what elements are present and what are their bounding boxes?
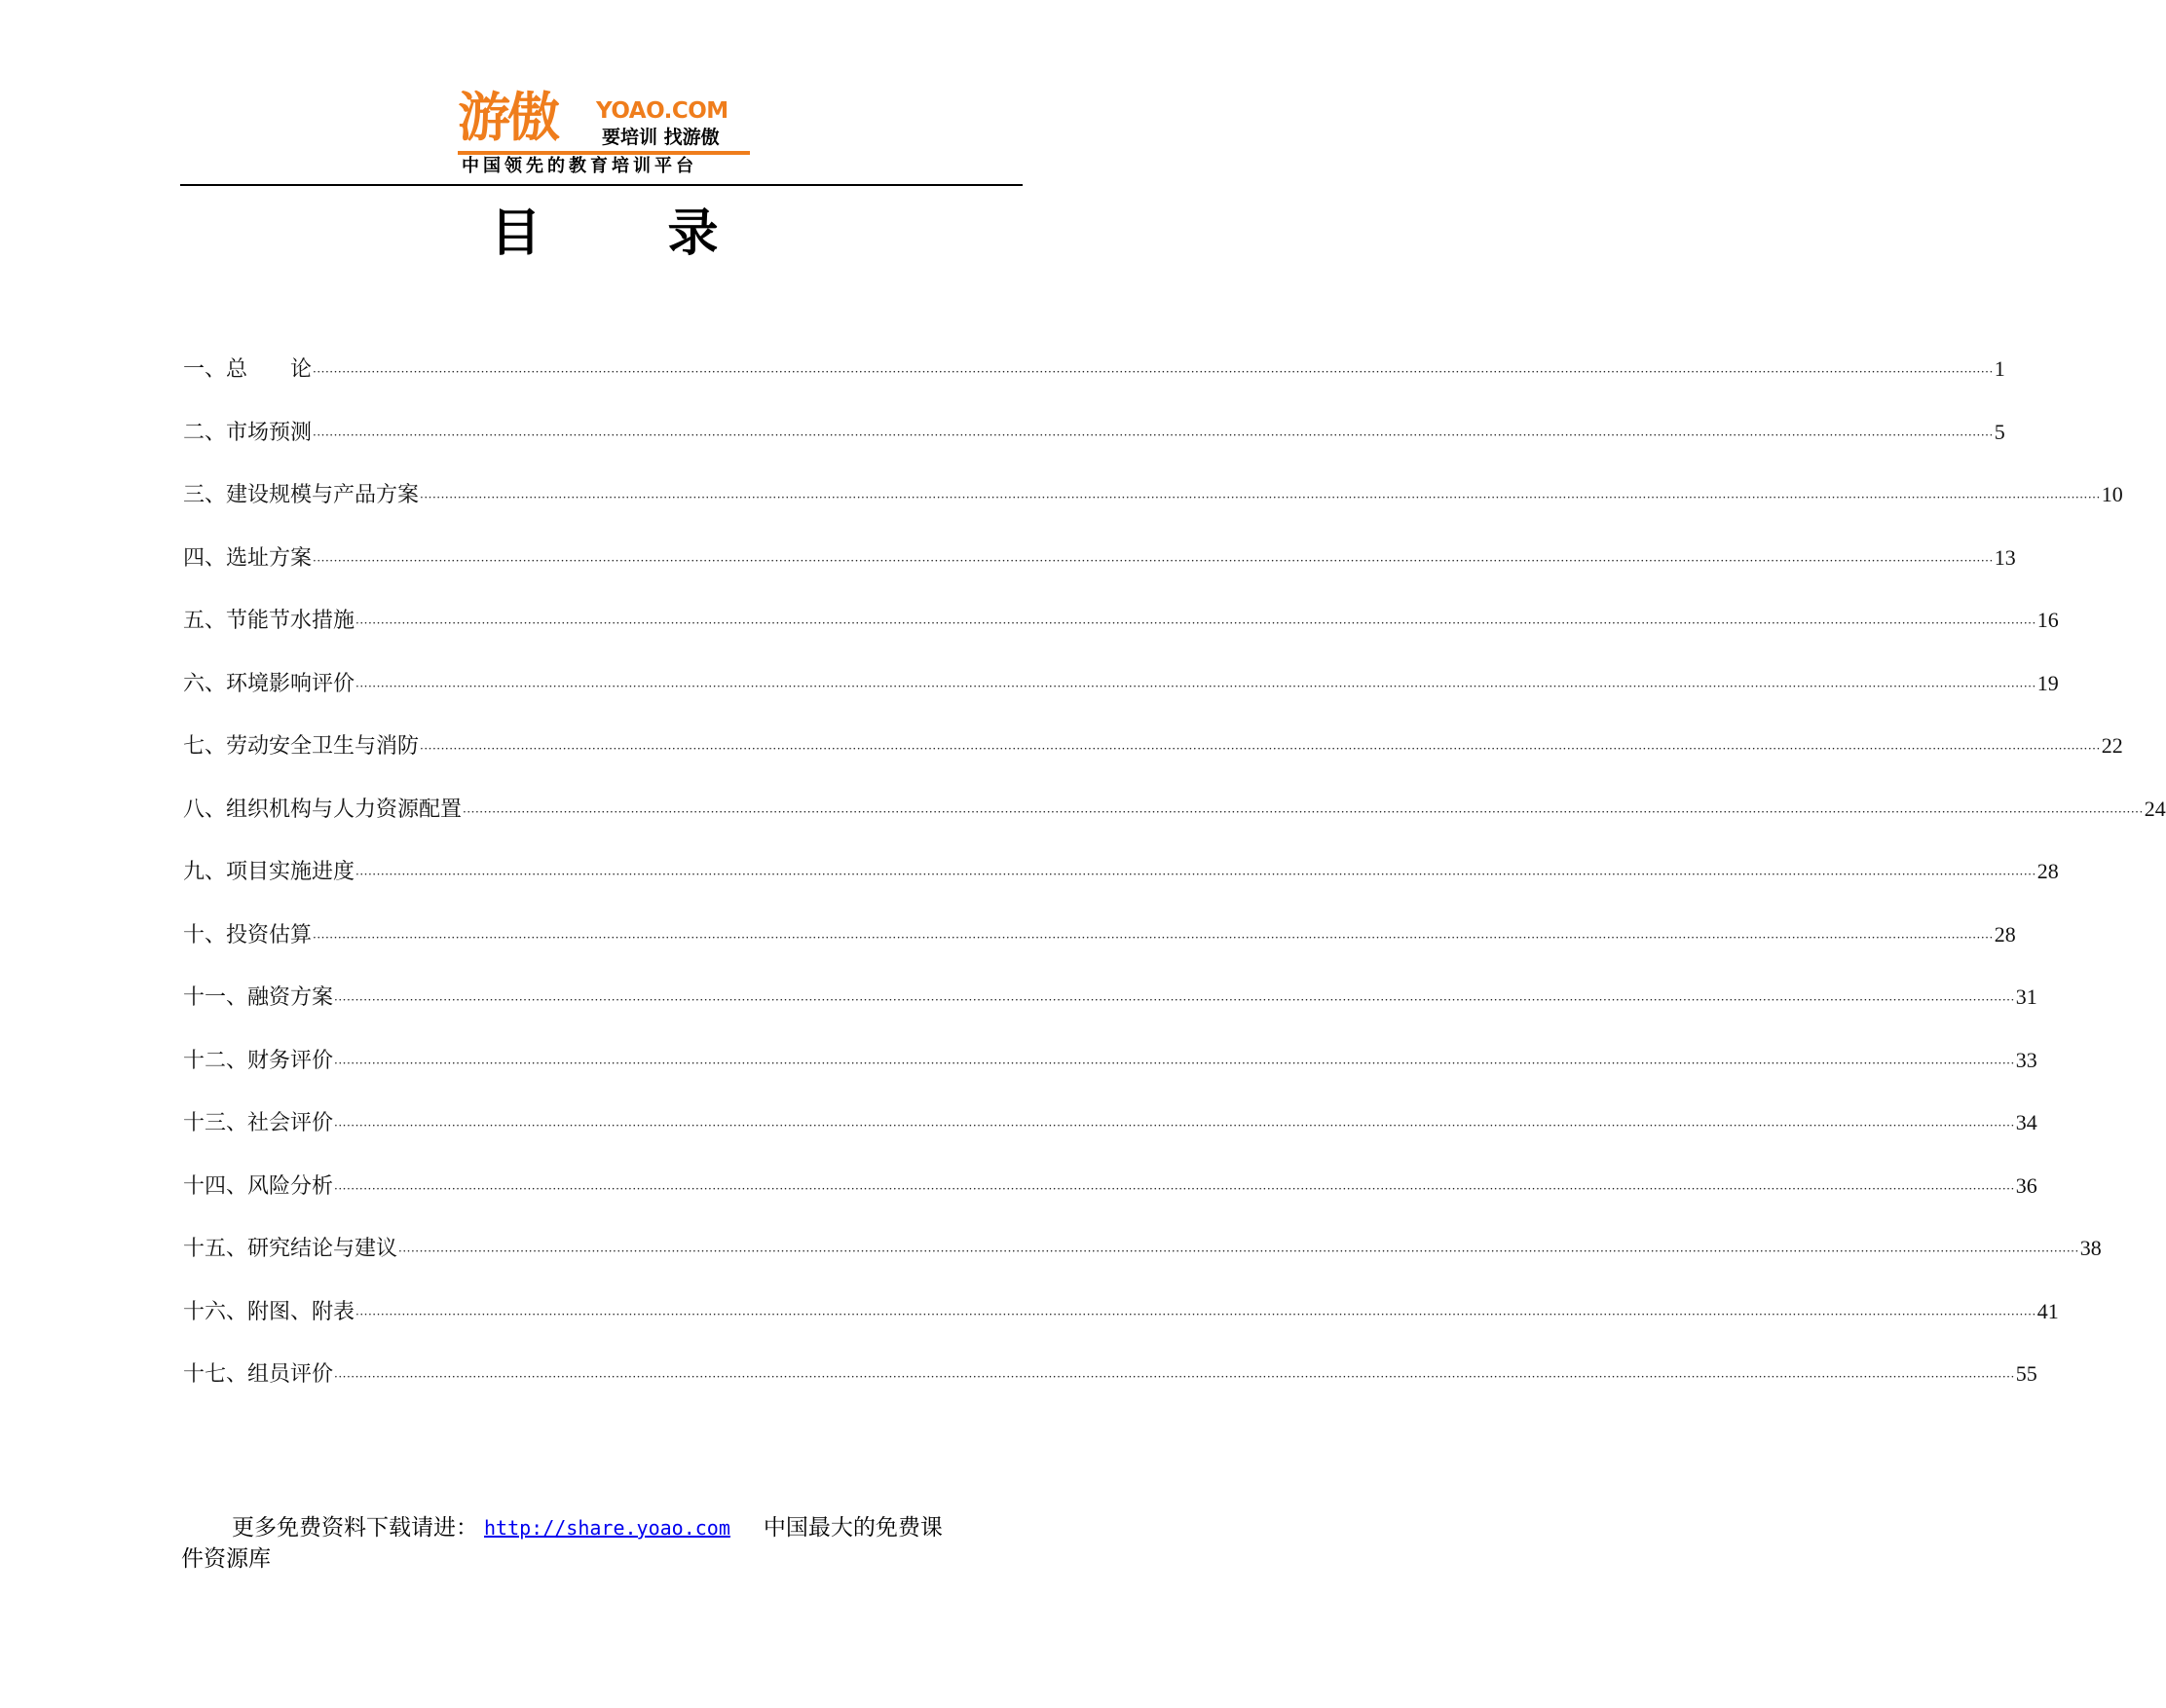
toc-entry[interactable]	[183, 1297, 2059, 1360]
toc-entry-label: 十四、风险分析	[183, 1173, 334, 1199]
toc-entry-label: 五、节能节水措施	[183, 609, 355, 633]
page-title: 目录	[490, 204, 845, 263]
toc-leader-dots: ················································································································································································································································································································································································································	[355, 616, 2036, 630]
toc-entry-page: 34	[2015, 1110, 2037, 1134]
toc-entry-page: 33	[2015, 1047, 2037, 1072]
toc-entry-page: 28	[1994, 921, 2016, 947]
toc-entry[interactable]	[183, 1108, 2037, 1171]
toc-entry[interactable]	[183, 606, 2059, 669]
toc-entry[interactable]	[183, 1359, 2037, 1423]
footer-line-1	[232, 1512, 943, 1543]
footer-line-2: 件资源库	[181, 1546, 271, 1572]
toc-entry-page: 38	[2079, 1236, 2102, 1260]
toc-entry[interactable]	[183, 920, 2016, 984]
footer-suffix-1: 中国最大的免费课	[763, 1515, 943, 1541]
table-of-contents	[183, 354, 2166, 1423]
toc-entry-label: 三、建设规模与产品方案	[183, 483, 420, 507]
toc-entry[interactable]	[183, 543, 2016, 607]
toc-entry-label: 十六、附图、附表	[183, 1299, 355, 1324]
toc-entry[interactable]	[183, 1234, 2102, 1297]
toc-leader-dots: ················································································································································································································································································································································································································	[334, 1056, 2015, 1070]
footer-link[interactable]: http://share.yoao.com	[484, 1516, 730, 1540]
toc-entry[interactable]	[183, 418, 2005, 481]
toc-entry-page: 1	[1994, 356, 2005, 381]
toc-entry-label: 十一、融资方案	[183, 985, 334, 1010]
toc-entry-page: 41	[2036, 1298, 2059, 1323]
toc-entry-label: 四、选址方案	[183, 545, 313, 571]
toc-entry[interactable]	[183, 354, 2005, 418]
toc-entry-page: 55	[2015, 1361, 2037, 1386]
toc-entry-label: 一、总 论	[183, 357, 313, 382]
toc-entry-page: 19	[2036, 670, 2059, 695]
toc-leader-dots: ················································································································································································································································································································································································································	[398, 1244, 2079, 1258]
toc-entry-page: 16	[2036, 608, 2059, 632]
logo-domain-text: YOAO.COM	[596, 98, 728, 124]
toc-entry[interactable]	[183, 983, 2037, 1046]
toc-entry-label: 二、市场预测	[183, 420, 313, 445]
toc-entry[interactable]	[183, 857, 2059, 920]
toc-entry-label: 十二、财务评价	[183, 1048, 334, 1073]
toc-entry-page: 13	[1994, 544, 2016, 570]
toc-entry-label: 九、项目实施进度	[183, 860, 355, 884]
toc-entry-page: 31	[2015, 984, 2037, 1009]
header-divider	[180, 184, 1023, 186]
toc-leader-dots: ················································································································································································································································································································································································································	[313, 365, 1994, 379]
logo-main-text: 游傲	[458, 87, 557, 148]
toc-leader-dots: ················································································································································································································································································································································································································	[334, 1119, 2015, 1132]
toc-entry[interactable]	[183, 795, 2166, 858]
toc-leader-dots: ················································································································································································································································································································································································································	[355, 679, 2036, 693]
logo	[458, 87, 750, 179]
toc-entry-label: 六、环境影响评价	[183, 671, 355, 696]
logo-tagline-text: 中国领先的教育培训平台	[462, 156, 697, 176]
toc-entry[interactable]	[183, 731, 2123, 795]
toc-entry-label: 十七、组员评价	[183, 1362, 334, 1387]
toc-entry-label: 十三、社会评价	[183, 1111, 334, 1135]
logo-underline	[458, 151, 750, 155]
toc-leader-dots: ················································································································································································································································································································································································································	[463, 804, 2144, 819]
logo-slogan-text: 要培训 找游傲	[602, 127, 720, 148]
toc-entry[interactable]	[183, 480, 2123, 543]
toc-entry[interactable]	[183, 1171, 2037, 1235]
toc-leader-dots: ················································································································································································································································································································································································································	[334, 1181, 2015, 1196]
toc-leader-dots: ················································································································································································································································································································································································································	[313, 930, 1994, 945]
toc-leader-dots: ················································································································································································································································································································································································································	[313, 553, 1994, 568]
toc-entry-page: 10	[2101, 482, 2123, 506]
footer-prefix: 更多免费资料下载请进：	[232, 1515, 478, 1541]
toc-leader-dots: ················································································································································································································································································································································································································	[420, 742, 2101, 756]
logo-top	[458, 87, 750, 150]
toc-entry-page: 5	[1994, 419, 2005, 444]
toc-entry-page: 36	[2015, 1172, 2037, 1198]
toc-entry-page: 28	[2036, 859, 2059, 883]
toc-entry-label: 十、投资估算	[183, 922, 313, 947]
toc-leader-dots: ················································································································································································································································································································································································································	[355, 868, 2036, 881]
toc-entry-label: 十五、研究结论与建议	[183, 1237, 398, 1261]
toc-leader-dots: ················································································································································································································································································································································································································	[334, 993, 2015, 1007]
toc-entry-label: 八、组织机构与人力资源配置	[183, 797, 463, 822]
toc-entry[interactable]	[183, 669, 2059, 732]
toc-entry-page: 22	[2101, 733, 2123, 758]
toc-entry-label: 七、劳动安全卫生与消防	[183, 734, 420, 759]
toc-leader-dots: ················································································································································································································································································································································································································	[355, 1307, 2036, 1321]
toc-leader-dots: ················································································································································································································································································································································································································	[334, 1370, 2015, 1384]
toc-leader-dots: ················································································································································································································································································································································································································	[420, 491, 2101, 504]
toc-entry[interactable]	[183, 1046, 2037, 1109]
toc-entry-page: 24	[2144, 796, 2166, 821]
toc-leader-dots: ················································································································································································································································································································································································································	[313, 427, 1994, 442]
